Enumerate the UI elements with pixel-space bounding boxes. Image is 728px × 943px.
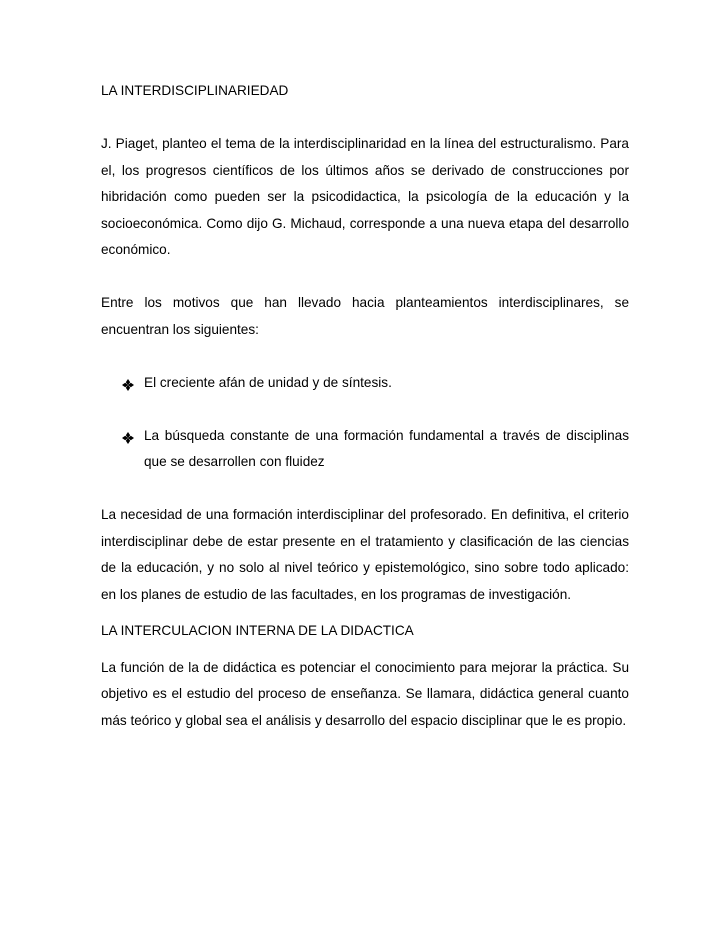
bullet-text: El creciente afán de unidad y de síntesis. [144,374,392,390]
paragraph-piaget: J. Piaget, planteo el tema de la interdisciplinaridad en la línea del estructuralismo. Para el, los progresos científicos de los últimos años se derivado de construcciones por hibridación como pueden ser la psicodidactica, la psicología de la educación y la socioeconómica. Como dijo G. Michaud, corresponde a una nueva etapa del desarrollo económico. [101,136,629,257]
spacer [101,396,629,423]
list-item [101,370,629,397]
spacer [101,476,629,503]
spacer [101,608,629,618]
heading-interculacion: LA INTERCULACION INTERNA DE LA DIDACTICA [101,623,414,638]
paragraph-funcion: La función de la de didáctica es potenciar el conocimiento para mejorar la práctica. Su objetivo es el estudio del proceso de enseñanza. Se llamara, didáctica general cuanto más teórico y global sea el análisis y desarrollo del espacio disciplinar que le es propio. [101,659,629,728]
spacer [101,105,629,132]
bullet-text: La búsqueda constante de una formación fundamental a través de disciplinas que se desarrollen con fluidez [144,427,629,469]
spacer [101,264,629,291]
paragraph-motivos: Entre los motivos que han llevado hacia planteamientos interdisciplinares, se encuentran los siguientes: [101,295,629,337]
four-diamond-bullet-icon [122,432,134,444]
bullet-list [101,370,629,476]
paragraph-formacion: La necesidad de una formación interdisciplinar del profesorado. En definitiva, el criterio interdisciplinar debe de estar presente en el tratamiento y clasificación de las ciencias de la educación, y no solo al nivel teórico y epistemológico, sino sobre todo aplicado: en los planes de estudio de las facultades, en los programas de investigación. [101,507,629,602]
spacer [101,343,629,370]
four-diamond-bullet-icon [122,379,134,391]
list-item [101,423,629,476]
spacer [101,645,629,655]
heading-interdisciplinariedad: LA INTERDISCIPLINARIEDAD [101,83,289,98]
document-page [101,78,629,734]
